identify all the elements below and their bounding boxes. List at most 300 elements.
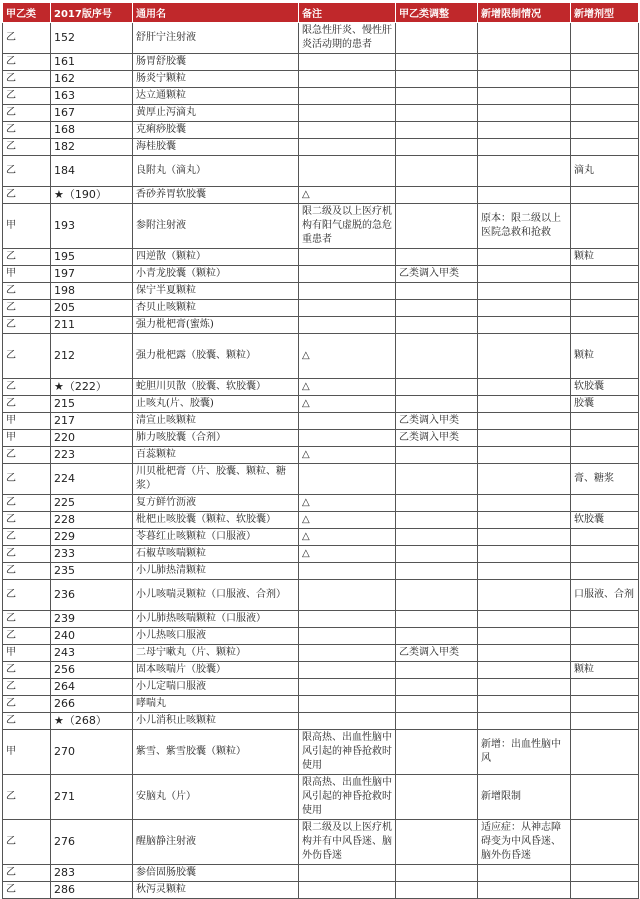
- new-dosage-form-cell: [571, 23, 639, 54]
- remark-cell: [299, 283, 396, 300]
- sequence-cell: 264: [51, 679, 133, 696]
- table-row: [3, 187, 639, 204]
- new-restriction-cell: [478, 430, 571, 447]
- sequence-cell: 223: [51, 447, 133, 464]
- table-row: [3, 512, 639, 529]
- new-restriction-cell: [478, 317, 571, 334]
- sequence-cell: 215: [51, 396, 133, 413]
- class-cell: 乙: [3, 54, 51, 71]
- sequence-cell: 283: [51, 865, 133, 882]
- remark-cell: [299, 430, 396, 447]
- class-adjustment-cell: [396, 628, 478, 645]
- class-cell: 甲: [3, 266, 51, 283]
- class-adjustment-cell: [396, 529, 478, 546]
- class-adjustment-cell: [396, 122, 478, 139]
- class-adjustment-cell: [396, 580, 478, 611]
- generic-name-cell: 醒脑静注射液: [133, 820, 299, 865]
- remark-cell: △: [299, 495, 396, 512]
- new-restriction-cell: [478, 266, 571, 283]
- class-adjustment-cell: [396, 730, 478, 775]
- new-restriction-cell: [478, 882, 571, 899]
- class-adjustment-cell: [396, 204, 478, 249]
- class-adjustment-cell: [396, 379, 478, 396]
- header-sequence: 2017版序号: [51, 3, 133, 23]
- sequence-cell: 270: [51, 730, 133, 775]
- class-cell: 甲: [3, 204, 51, 249]
- sequence-cell: 233: [51, 546, 133, 563]
- new-dosage-form-cell: [571, 71, 639, 88]
- sequence-cell: 167: [51, 105, 133, 122]
- generic-name-cell: 小儿咳喘灵颗粒（口服液、合剂）: [133, 580, 299, 611]
- new-restriction-cell: [478, 611, 571, 628]
- new-restriction-cell: [478, 249, 571, 266]
- header-row: [3, 3, 639, 23]
- new-dosage-form-cell: [571, 105, 639, 122]
- class-cell: 乙: [3, 139, 51, 156]
- generic-name-cell: 克痢痧胶囊: [133, 122, 299, 139]
- class-cell: 乙: [3, 23, 51, 54]
- table-row: [3, 679, 639, 696]
- remark-cell: [299, 645, 396, 662]
- class-adjustment-cell: [396, 546, 478, 563]
- table-header: [3, 3, 639, 23]
- new-restriction-cell: [478, 713, 571, 730]
- remark-cell: △: [299, 379, 396, 396]
- remark-cell: [299, 696, 396, 713]
- generic-name-cell: 复方鲜竹沥液: [133, 495, 299, 512]
- generic-name-cell: 强力枇杷露（胶囊、颗粒）: [133, 334, 299, 379]
- generic-name-cell: 蛇胆川贝散（胶囊、软胶囊）: [133, 379, 299, 396]
- table-row: [3, 300, 639, 317]
- remark-cell: 限高热、出血性脑中风引起的神昏抢救时使用: [299, 775, 396, 820]
- class-adjustment-cell: [396, 882, 478, 899]
- table-row: [3, 204, 639, 249]
- generic-name-cell: 固本咳喘片（胶囊）: [133, 662, 299, 679]
- table-row: [3, 334, 639, 379]
- new-dosage-form-cell: [571, 713, 639, 730]
- new-restriction-cell: [478, 645, 571, 662]
- sequence-cell: 276: [51, 820, 133, 865]
- remark-cell: [299, 413, 396, 430]
- table-row: [3, 662, 639, 679]
- table-body: [3, 23, 639, 899]
- new-dosage-form-cell: 滴丸: [571, 156, 639, 187]
- generic-name-cell: 石椒草咳喘颗粒: [133, 546, 299, 563]
- remark-cell: △: [299, 546, 396, 563]
- new-dosage-form-cell: [571, 204, 639, 249]
- class-adjustment-cell: [396, 662, 478, 679]
- new-dosage-form-cell: [571, 529, 639, 546]
- remark-cell: [299, 139, 396, 156]
- table-row: [3, 54, 639, 71]
- drug-list-table: [2, 2, 639, 899]
- remark-cell: [299, 88, 396, 105]
- generic-name-cell: 香砂养胃软胶囊: [133, 187, 299, 204]
- class-cell: 乙: [3, 679, 51, 696]
- generic-name-cell: 参倍固肠胶囊: [133, 865, 299, 882]
- new-dosage-form-cell: [571, 413, 639, 430]
- new-dosage-form-cell: [571, 283, 639, 300]
- class-adjustment-cell: [396, 300, 478, 317]
- table-row: [3, 696, 639, 713]
- header-class-adjustment: 甲乙类调整: [396, 3, 478, 23]
- class-cell: 乙: [3, 71, 51, 88]
- sequence-cell: 228: [51, 512, 133, 529]
- new-dosage-form-cell: [571, 122, 639, 139]
- new-restriction-cell: 新增：出血性脑中风: [478, 730, 571, 775]
- class-cell: 乙: [3, 105, 51, 122]
- class-adjustment-cell: 乙类调入甲类: [396, 645, 478, 662]
- class-cell: 乙: [3, 187, 51, 204]
- class-cell: 乙: [3, 865, 51, 882]
- table-row: [3, 713, 639, 730]
- table-row: [3, 283, 639, 300]
- sequence-cell: 184: [51, 156, 133, 187]
- new-restriction-cell: [478, 54, 571, 71]
- sequence-cell: 240: [51, 628, 133, 645]
- remark-cell: [299, 464, 396, 495]
- class-cell: 乙: [3, 300, 51, 317]
- table-row: [3, 563, 639, 580]
- new-restriction-cell: [478, 334, 571, 379]
- generic-name-cell: 小儿肺热清颗粒: [133, 563, 299, 580]
- class-adjustment-cell: [396, 447, 478, 464]
- new-dosage-form-cell: [571, 730, 639, 775]
- class-cell: 乙: [3, 563, 51, 580]
- table-row: [3, 820, 639, 865]
- sequence-cell: 229: [51, 529, 133, 546]
- class-cell: 乙: [3, 334, 51, 379]
- sequence-cell: 236: [51, 580, 133, 611]
- table-row: [3, 122, 639, 139]
- new-restriction-cell: [478, 139, 571, 156]
- class-adjustment-cell: [396, 679, 478, 696]
- new-restriction-cell: 适应症：从神志障碍变为中风昏迷、脑外伤昏迷: [478, 820, 571, 865]
- remark-cell: [299, 54, 396, 71]
- class-adjustment-cell: [396, 139, 478, 156]
- generic-name-cell: 枇杷止咳胶囊（颗粒、软胶囊）: [133, 512, 299, 529]
- generic-name-cell: 良附丸（滴丸）: [133, 156, 299, 187]
- class-cell: 乙: [3, 512, 51, 529]
- sequence-cell: 211: [51, 317, 133, 334]
- class-adjustment-cell: 乙类调入甲类: [396, 266, 478, 283]
- new-restriction-cell: [478, 580, 571, 611]
- header-class: 甲乙类: [3, 3, 51, 23]
- table-row: [3, 645, 639, 662]
- new-dosage-form-cell: [571, 882, 639, 899]
- generic-name-cell: 小儿定喘口服液: [133, 679, 299, 696]
- sequence-cell: 161: [51, 54, 133, 71]
- new-restriction-cell: [478, 396, 571, 413]
- sequence-cell: 197: [51, 266, 133, 283]
- remark-cell: [299, 249, 396, 266]
- sequence-cell: 195: [51, 249, 133, 266]
- generic-name-cell: 四逆散（颗粒）: [133, 249, 299, 266]
- remark-cell: [299, 882, 396, 899]
- sequence-cell: 182: [51, 139, 133, 156]
- new-dosage-form-cell: [571, 563, 639, 580]
- header-new-restriction: 新增限制情况: [478, 3, 571, 23]
- class-adjustment-cell: [396, 88, 478, 105]
- class-adjustment-cell: [396, 187, 478, 204]
- table-row: [3, 88, 639, 105]
- class-cell: 乙: [3, 628, 51, 645]
- class-adjustment-cell: [396, 396, 478, 413]
- remark-cell: △: [299, 529, 396, 546]
- remark-cell: [299, 713, 396, 730]
- generic-name-cell: 杏贝止咳颗粒: [133, 300, 299, 317]
- table-row: [3, 430, 639, 447]
- class-adjustment-cell: [396, 317, 478, 334]
- class-cell: 乙: [3, 88, 51, 105]
- new-dosage-form-cell: [571, 628, 639, 645]
- new-restriction-cell: [478, 628, 571, 645]
- remark-cell: [299, 266, 396, 283]
- table-row: [3, 611, 639, 628]
- remark-cell: △: [299, 334, 396, 379]
- sequence-cell: 162: [51, 71, 133, 88]
- remark-cell: 限二级及以上医疗机构并有中风昏迷、脑外伤昏迷: [299, 820, 396, 865]
- table-row: [3, 529, 639, 546]
- remark-cell: [299, 105, 396, 122]
- new-restriction-cell: [478, 563, 571, 580]
- header-generic-name: 通用名: [133, 3, 299, 23]
- class-cell: 甲: [3, 413, 51, 430]
- sequence-cell: 152: [51, 23, 133, 54]
- table-row: [3, 71, 639, 88]
- new-dosage-form-cell: [571, 495, 639, 512]
- class-adjustment-cell: [396, 713, 478, 730]
- table-row: [3, 413, 639, 430]
- generic-name-cell: 小青龙胶囊（颗粒）: [133, 266, 299, 283]
- remark-cell: 限二级及以上医疗机构有阳气虚脱的急危重患者: [299, 204, 396, 249]
- new-dosage-form-cell: [571, 611, 639, 628]
- new-restriction-cell: [478, 865, 571, 882]
- generic-name-cell: 哮喘丸: [133, 696, 299, 713]
- class-cell: 乙: [3, 882, 51, 899]
- class-adjustment-cell: [396, 334, 478, 379]
- class-adjustment-cell: [396, 563, 478, 580]
- new-dosage-form-cell: 软胶囊: [571, 512, 639, 529]
- new-dosage-form-cell: 颗粒: [571, 662, 639, 679]
- class-cell: 乙: [3, 529, 51, 546]
- new-restriction-cell: [478, 447, 571, 464]
- table-row: [3, 447, 639, 464]
- remark-cell: [299, 122, 396, 139]
- new-dosage-form-cell: 颗粒: [571, 334, 639, 379]
- remark-cell: [299, 71, 396, 88]
- class-cell: 乙: [3, 713, 51, 730]
- generic-name-cell: 秋泻灵颗粒: [133, 882, 299, 899]
- table-row: [3, 628, 639, 645]
- new-dosage-form-cell: 膏、糖浆: [571, 464, 639, 495]
- class-cell: 甲: [3, 645, 51, 662]
- new-restriction-cell: [478, 696, 571, 713]
- remark-cell: [299, 300, 396, 317]
- new-restriction-cell: [478, 187, 571, 204]
- generic-name-cell: 紫雪、紫雪胶囊（颗粒）: [133, 730, 299, 775]
- header-remark: 备注: [299, 3, 396, 23]
- generic-name-cell: 小儿消积止咳颗粒: [133, 713, 299, 730]
- table-row: [3, 249, 639, 266]
- table-row: [3, 379, 639, 396]
- remark-cell: △: [299, 512, 396, 529]
- class-adjustment-cell: [396, 464, 478, 495]
- sequence-cell: 235: [51, 563, 133, 580]
- new-restriction-cell: 新增限制: [478, 775, 571, 820]
- sequence-cell: 266: [51, 696, 133, 713]
- table-row: [3, 396, 639, 413]
- table-row: [3, 580, 639, 611]
- generic-name-cell: 肠胃舒胶囊: [133, 54, 299, 71]
- sequence-cell: 205: [51, 300, 133, 317]
- table-row: [3, 730, 639, 775]
- generic-name-cell: 舒肝宁注射液: [133, 23, 299, 54]
- class-adjustment-cell: [396, 611, 478, 628]
- new-restriction-cell: 原本：限二级以上医院急救和抢救: [478, 204, 571, 249]
- new-restriction-cell: [478, 379, 571, 396]
- remark-cell: 限高热、出血性脑中风引起的神昏抢救时使用: [299, 730, 396, 775]
- class-cell: 乙: [3, 122, 51, 139]
- class-adjustment-cell: [396, 23, 478, 54]
- class-cell: 甲: [3, 730, 51, 775]
- new-dosage-form-cell: [571, 54, 639, 71]
- new-dosage-form-cell: 胶囊: [571, 396, 639, 413]
- new-dosage-form-cell: [571, 645, 639, 662]
- class-cell: 乙: [3, 249, 51, 266]
- class-adjustment-cell: [396, 105, 478, 122]
- header-new-dosage-form: 新增剂型: [571, 3, 639, 23]
- class-adjustment-cell: [396, 820, 478, 865]
- new-dosage-form-cell: [571, 266, 639, 283]
- class-adjustment-cell: 乙类调入甲类: [396, 430, 478, 447]
- new-dosage-form-cell: 软胶囊: [571, 379, 639, 396]
- sequence-cell: 286: [51, 882, 133, 899]
- new-restriction-cell: [478, 679, 571, 696]
- generic-name-cell: 肠炎宁颗粒: [133, 71, 299, 88]
- remark-cell: △: [299, 396, 396, 413]
- table-row: [3, 495, 639, 512]
- remark-cell: [299, 563, 396, 580]
- sequence-cell: 168: [51, 122, 133, 139]
- class-cell: 乙: [3, 396, 51, 413]
- new-dosage-form-cell: 颗粒: [571, 249, 639, 266]
- sequence-cell: 225: [51, 495, 133, 512]
- table-row: [3, 546, 639, 563]
- generic-name-cell: 参附注射液: [133, 204, 299, 249]
- remark-cell: [299, 611, 396, 628]
- remark-cell: [299, 156, 396, 187]
- new-dosage-form-cell: [571, 546, 639, 563]
- generic-name-cell: 苓暮红止咳颗粒（口服液）: [133, 529, 299, 546]
- new-restriction-cell: [478, 71, 571, 88]
- class-cell: 乙: [3, 495, 51, 512]
- new-dosage-form-cell: [571, 430, 639, 447]
- new-restriction-cell: [478, 23, 571, 54]
- sequence-cell: 243: [51, 645, 133, 662]
- sequence-cell: 256: [51, 662, 133, 679]
- new-restriction-cell: [478, 512, 571, 529]
- sequence-cell: 193: [51, 204, 133, 249]
- remark-cell: △: [299, 447, 396, 464]
- generic-name-cell: 小儿热咳口服液: [133, 628, 299, 645]
- class-cell: 甲: [3, 430, 51, 447]
- sequence-cell: ★（190）: [51, 187, 133, 204]
- class-adjustment-cell: [396, 71, 478, 88]
- table-row: [3, 105, 639, 122]
- new-restriction-cell: [478, 283, 571, 300]
- generic-name-cell: 黄厚止泻滴丸: [133, 105, 299, 122]
- new-restriction-cell: [478, 464, 571, 495]
- generic-name-cell: 达立通颗粒: [133, 88, 299, 105]
- class-cell: 乙: [3, 611, 51, 628]
- generic-name-cell: 强力枇杷膏(蜜炼): [133, 317, 299, 334]
- remark-cell: [299, 317, 396, 334]
- sequence-cell: 217: [51, 413, 133, 430]
- generic-name-cell: 清宣止咳颗粒: [133, 413, 299, 430]
- class-cell: 乙: [3, 546, 51, 563]
- class-adjustment-cell: [396, 495, 478, 512]
- class-cell: 乙: [3, 283, 51, 300]
- class-cell: 乙: [3, 775, 51, 820]
- class-cell: 乙: [3, 580, 51, 611]
- new-restriction-cell: [478, 300, 571, 317]
- remark-cell: [299, 628, 396, 645]
- class-adjustment-cell: [396, 283, 478, 300]
- new-restriction-cell: [478, 122, 571, 139]
- new-restriction-cell: [478, 413, 571, 430]
- table-row: [3, 266, 639, 283]
- sequence-cell: 224: [51, 464, 133, 495]
- new-dosage-form-cell: [571, 696, 639, 713]
- new-restriction-cell: [478, 529, 571, 546]
- new-dosage-form-cell: [571, 775, 639, 820]
- remark-cell: 限急性肝炎、慢性肝炎活动期的患者: [299, 23, 396, 54]
- new-dosage-form-cell: [571, 679, 639, 696]
- new-dosage-form-cell: [571, 820, 639, 865]
- class-adjustment-cell: [396, 249, 478, 266]
- new-restriction-cell: [478, 156, 571, 187]
- remark-cell: [299, 662, 396, 679]
- table-row: [3, 139, 639, 156]
- class-cell: 乙: [3, 820, 51, 865]
- generic-name-cell: 海桂胶囊: [133, 139, 299, 156]
- generic-name-cell: 小儿肺热咳喘颗粒（口服液）: [133, 611, 299, 628]
- new-restriction-cell: [478, 546, 571, 563]
- sequence-cell: 198: [51, 283, 133, 300]
- class-adjustment-cell: [396, 512, 478, 529]
- class-cell: 乙: [3, 464, 51, 495]
- new-dosage-form-cell: [571, 300, 639, 317]
- new-restriction-cell: [478, 662, 571, 679]
- remark-cell: [299, 679, 396, 696]
- sequence-cell: ★（222）: [51, 379, 133, 396]
- generic-name-cell: 肺力咳胶囊（合剂）: [133, 430, 299, 447]
- new-dosage-form-cell: 口服液、合剂: [571, 580, 639, 611]
- generic-name-cell: 安脑丸（片）: [133, 775, 299, 820]
- generic-name-cell: 二母宁嗽丸（片、颗粒）: [133, 645, 299, 662]
- class-cell: 乙: [3, 696, 51, 713]
- new-restriction-cell: [478, 88, 571, 105]
- new-dosage-form-cell: [571, 317, 639, 334]
- new-dosage-form-cell: [571, 447, 639, 464]
- class-adjustment-cell: [396, 156, 478, 187]
- remark-cell: △: [299, 187, 396, 204]
- sequence-cell: 220: [51, 430, 133, 447]
- sequence-cell: 212: [51, 334, 133, 379]
- new-restriction-cell: [478, 495, 571, 512]
- class-cell: 乙: [3, 447, 51, 464]
